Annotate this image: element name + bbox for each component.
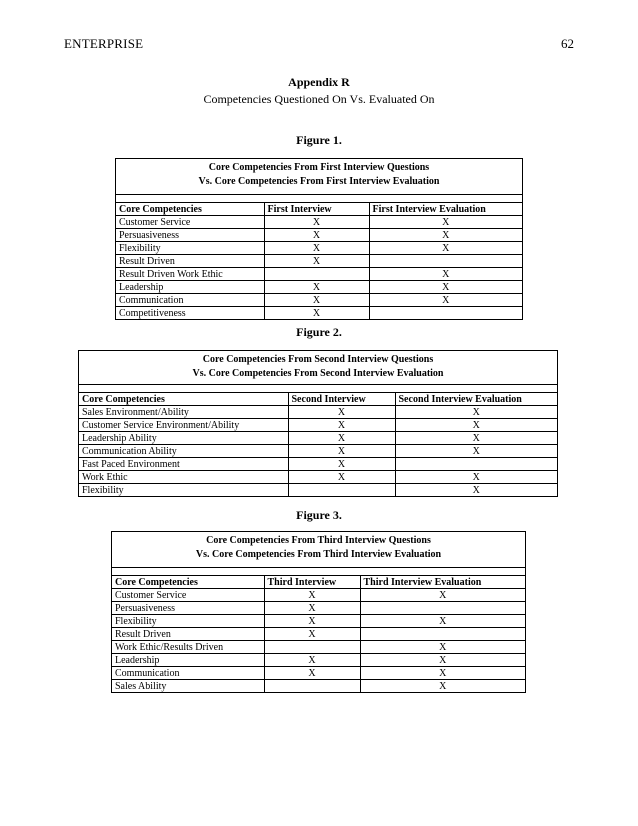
figure-1-table bbox=[115, 158, 523, 320]
mark-cell: X bbox=[264, 242, 369, 255]
mark-cell: X bbox=[264, 615, 360, 628]
table-row bbox=[112, 602, 525, 615]
mark-cell: X bbox=[369, 216, 522, 229]
competency-cell: Result Driven bbox=[112, 628, 264, 641]
figure-2-heading bbox=[79, 351, 557, 385]
mark-cell: X bbox=[264, 667, 360, 680]
figure-3-heading-line2: Vs. Core Competencies From Third Interview Evaluation bbox=[195, 549, 442, 560]
figure-1-heading bbox=[116, 159, 522, 195]
table-row bbox=[79, 406, 557, 419]
column-header: Core Competencies bbox=[116, 203, 264, 216]
mark-cell: X bbox=[395, 471, 557, 484]
mark-cell: X bbox=[288, 445, 395, 458]
mark-cell: X bbox=[360, 654, 525, 667]
column-header: Second Interview Evaluation bbox=[395, 393, 557, 406]
competency-cell: Work Ethic bbox=[79, 471, 288, 484]
header-row bbox=[112, 576, 525, 589]
header-row bbox=[116, 203, 522, 216]
mark-cell: X bbox=[288, 471, 395, 484]
running-head: ENTERPRISE bbox=[64, 36, 144, 51]
figure-3-caption: Figure 3. bbox=[296, 508, 342, 522]
mark-cell: X bbox=[369, 229, 522, 242]
mark-cell: X bbox=[395, 445, 557, 458]
mark-cell: X bbox=[288, 406, 395, 419]
competency-cell: Sales Ability bbox=[112, 680, 264, 693]
mark-cell: X bbox=[395, 419, 557, 432]
mark-cell bbox=[395, 458, 557, 471]
competency-cell: Customer Service bbox=[112, 589, 264, 602]
mark-cell bbox=[264, 641, 360, 654]
mark-cell: X bbox=[288, 419, 395, 432]
page-number: 62 bbox=[561, 36, 574, 51]
mark-cell bbox=[369, 307, 522, 320]
competency-cell: Fast Paced Environment bbox=[79, 458, 288, 471]
table-row bbox=[79, 458, 557, 471]
mark-cell: X bbox=[369, 281, 522, 294]
mark-cell: X bbox=[264, 628, 360, 641]
table-row bbox=[116, 307, 522, 320]
competency-cell: Result Driven Work Ethic bbox=[116, 268, 264, 281]
column-header: Second Interview bbox=[288, 393, 395, 406]
table-row bbox=[116, 268, 522, 281]
mark-cell: X bbox=[288, 432, 395, 445]
mark-cell: X bbox=[395, 432, 557, 445]
competency-cell: Customer Service bbox=[116, 216, 264, 229]
table-row bbox=[112, 654, 525, 667]
mark-cell: X bbox=[264, 281, 369, 294]
table-row bbox=[79, 445, 557, 458]
figure-3-heading bbox=[112, 532, 525, 568]
table-row bbox=[116, 229, 522, 242]
competency-cell: Communication Ability bbox=[79, 445, 288, 458]
appendix-subtitle: Competencies Questioned On Vs. Evaluated On bbox=[203, 92, 435, 106]
mark-cell: X bbox=[264, 589, 360, 602]
mark-cell: X bbox=[360, 667, 525, 680]
column-header: First Interview bbox=[264, 203, 369, 216]
mark-cell: X bbox=[369, 294, 522, 307]
table-row bbox=[116, 281, 522, 294]
mark-cell: X bbox=[369, 268, 522, 281]
table-row bbox=[79, 471, 557, 484]
mark-cell: X bbox=[264, 294, 369, 307]
header-row bbox=[79, 393, 557, 406]
mark-cell bbox=[264, 268, 369, 281]
table-row bbox=[116, 216, 522, 229]
competency-cell: Leadership bbox=[112, 654, 264, 667]
table-row bbox=[112, 667, 525, 680]
competency-cell: Leadership bbox=[116, 281, 264, 294]
mark-cell: X bbox=[264, 307, 369, 320]
mark-cell: X bbox=[360, 641, 525, 654]
table-row bbox=[79, 484, 557, 497]
competency-cell: Flexibility bbox=[112, 615, 264, 628]
table-row bbox=[116, 255, 522, 268]
table-row bbox=[79, 419, 557, 432]
mark-cell: X bbox=[360, 589, 525, 602]
competency-cell: Persuasiveness bbox=[112, 602, 264, 615]
table-row bbox=[112, 641, 525, 654]
figure-2-heading-line1: Core Competencies From Second Interview Questions bbox=[202, 354, 434, 365]
competency-cell: Flexibility bbox=[79, 484, 288, 497]
competency-cell: Sales Environment/Ability bbox=[79, 406, 288, 419]
competency-cell: Communication bbox=[112, 667, 264, 680]
column-header: First Interview Evaluation bbox=[369, 203, 522, 216]
mark-cell: X bbox=[395, 406, 557, 419]
column-header: Core Competencies bbox=[112, 576, 264, 589]
mark-cell bbox=[288, 484, 395, 497]
competency-cell: Communication bbox=[116, 294, 264, 307]
table-row bbox=[112, 589, 525, 602]
table-row bbox=[112, 615, 525, 628]
table-row bbox=[112, 680, 525, 693]
figure-3-grid bbox=[112, 575, 525, 692]
mark-cell: X bbox=[360, 615, 525, 628]
mark-cell bbox=[264, 680, 360, 693]
mark-cell: X bbox=[264, 602, 360, 615]
column-header: Third Interview Evaluation bbox=[360, 576, 525, 589]
figure-2-heading-line2: Vs. Core Competencies From Second Interview Evaluation bbox=[192, 368, 444, 379]
mark-cell: X bbox=[360, 680, 525, 693]
table-row bbox=[112, 628, 525, 641]
table-row bbox=[116, 242, 522, 255]
figure-1-heading-line1: Core Competencies From First Interview Questions bbox=[208, 162, 430, 173]
mark-cell: X bbox=[264, 229, 369, 242]
competency-cell: Work Ethic/Results Driven bbox=[112, 641, 264, 654]
table-row bbox=[79, 432, 557, 445]
competency-cell: Flexibility bbox=[116, 242, 264, 255]
competency-cell: Customer Service Environment/Ability bbox=[79, 419, 288, 432]
mark-cell bbox=[360, 602, 525, 615]
mark-cell: X bbox=[264, 255, 369, 268]
mark-cell bbox=[360, 628, 525, 641]
competency-cell: Persuasiveness bbox=[116, 229, 264, 242]
competency-cell: Leadership Ability bbox=[79, 432, 288, 445]
mark-cell: X bbox=[264, 216, 369, 229]
appendix-title: Appendix R bbox=[288, 75, 350, 89]
mark-cell bbox=[369, 255, 522, 268]
mark-cell: X bbox=[264, 654, 360, 667]
competency-cell: Result Driven bbox=[116, 255, 264, 268]
mark-cell: X bbox=[288, 458, 395, 471]
figure-3-table bbox=[111, 531, 526, 693]
column-header: Core Competencies bbox=[79, 393, 288, 406]
figure-2-table bbox=[78, 350, 558, 497]
figure-2-grid bbox=[79, 392, 557, 496]
table-row bbox=[116, 294, 522, 307]
figure-2-caption: Figure 2. bbox=[296, 325, 342, 339]
column-header: Third Interview bbox=[264, 576, 360, 589]
figure-1-grid bbox=[116, 202, 522, 319]
competency-cell: Competitiveness bbox=[116, 307, 264, 320]
figure-1-caption: Figure 1. bbox=[296, 133, 342, 147]
mark-cell: X bbox=[395, 484, 557, 497]
figure-3-heading-line1: Core Competencies From Third Interview Questions bbox=[206, 535, 431, 546]
figure-1-heading-line2: Vs. Core Competencies From First Interview Evaluation bbox=[198, 176, 440, 187]
mark-cell: X bbox=[369, 242, 522, 255]
